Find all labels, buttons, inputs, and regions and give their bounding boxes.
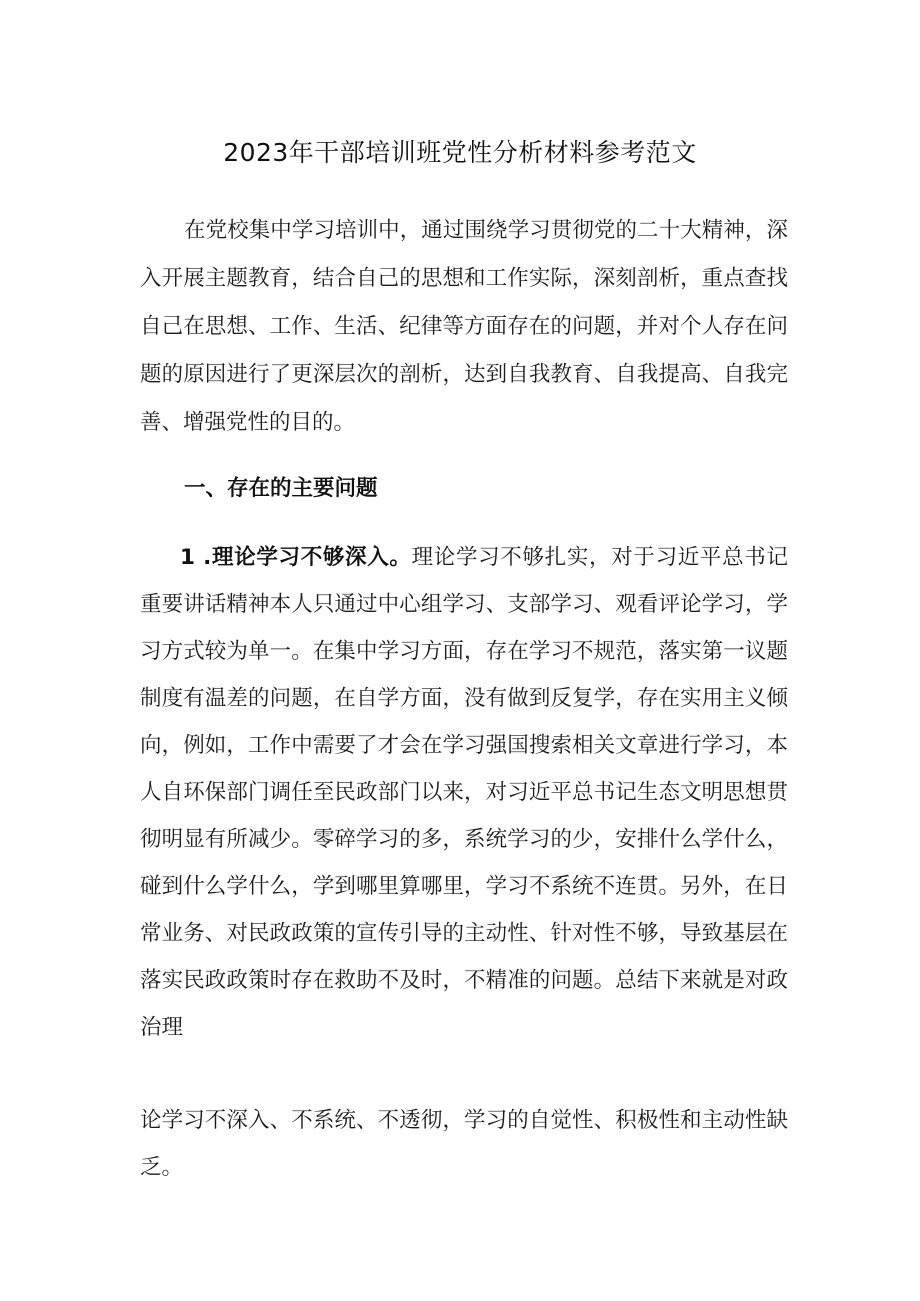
item-1-body: 理论学习不够扎实，对于习近平总书记重要讲话精神本人只通过中心组学习、支部学习、观看评论学习，学习方式较为单一。在集中学习方面，存在学习不规范，落实第一议题制度有温差的问题，在自学方面，没有做到反复学，存在实用主义倾向，例如，工作中需要了才会在学习强国搜索相关文章进行学习，本人自环保部门调任至民政部门以来，对习近平总书记生态文明思想贯彻明显有所减少。零碎学习的多，系统学习的少，安排什么学什么，碰到什么学什么，学到哪里算哪里，学习不系统不连贯。另外，在日常业务、对民政政策的宣传引导的主动性、针对性不够，导致基层在落实民政政策时存在救助不及时，不精准的问题。总结下来就是对政治理 [140, 545, 788, 1040]
intro-paragraph: 在党校集中学习培训中，通过围绕学习贯彻党的二十大精神，深入开展主题教育，结合自己的思想和工作实际，深刻剖析，重点查找自己在思想、工作、生活、纪律等方面存在的问题，并对个人存在问题的原因进行了更深层次的剖析，达到自我教育、自我提高、自我完善、增强党性的目的。 [140, 218, 788, 435]
item-1-paragraph [140, 534, 788, 1051]
item-1-number: 1 . [180, 545, 212, 570]
section-heading: 一、存在的主要问题 [184, 476, 378, 501]
item-1-lead: 理论学习不够深入。 [211, 545, 412, 570]
document-title: 2023年干部培训班党性分析材料参考范文 [223, 138, 697, 167]
continuation-paragraph: 论学习不深入、不系统、不透彻，学习的自觉性、积极性和主动性缺乏。 [140, 1108, 788, 1180]
